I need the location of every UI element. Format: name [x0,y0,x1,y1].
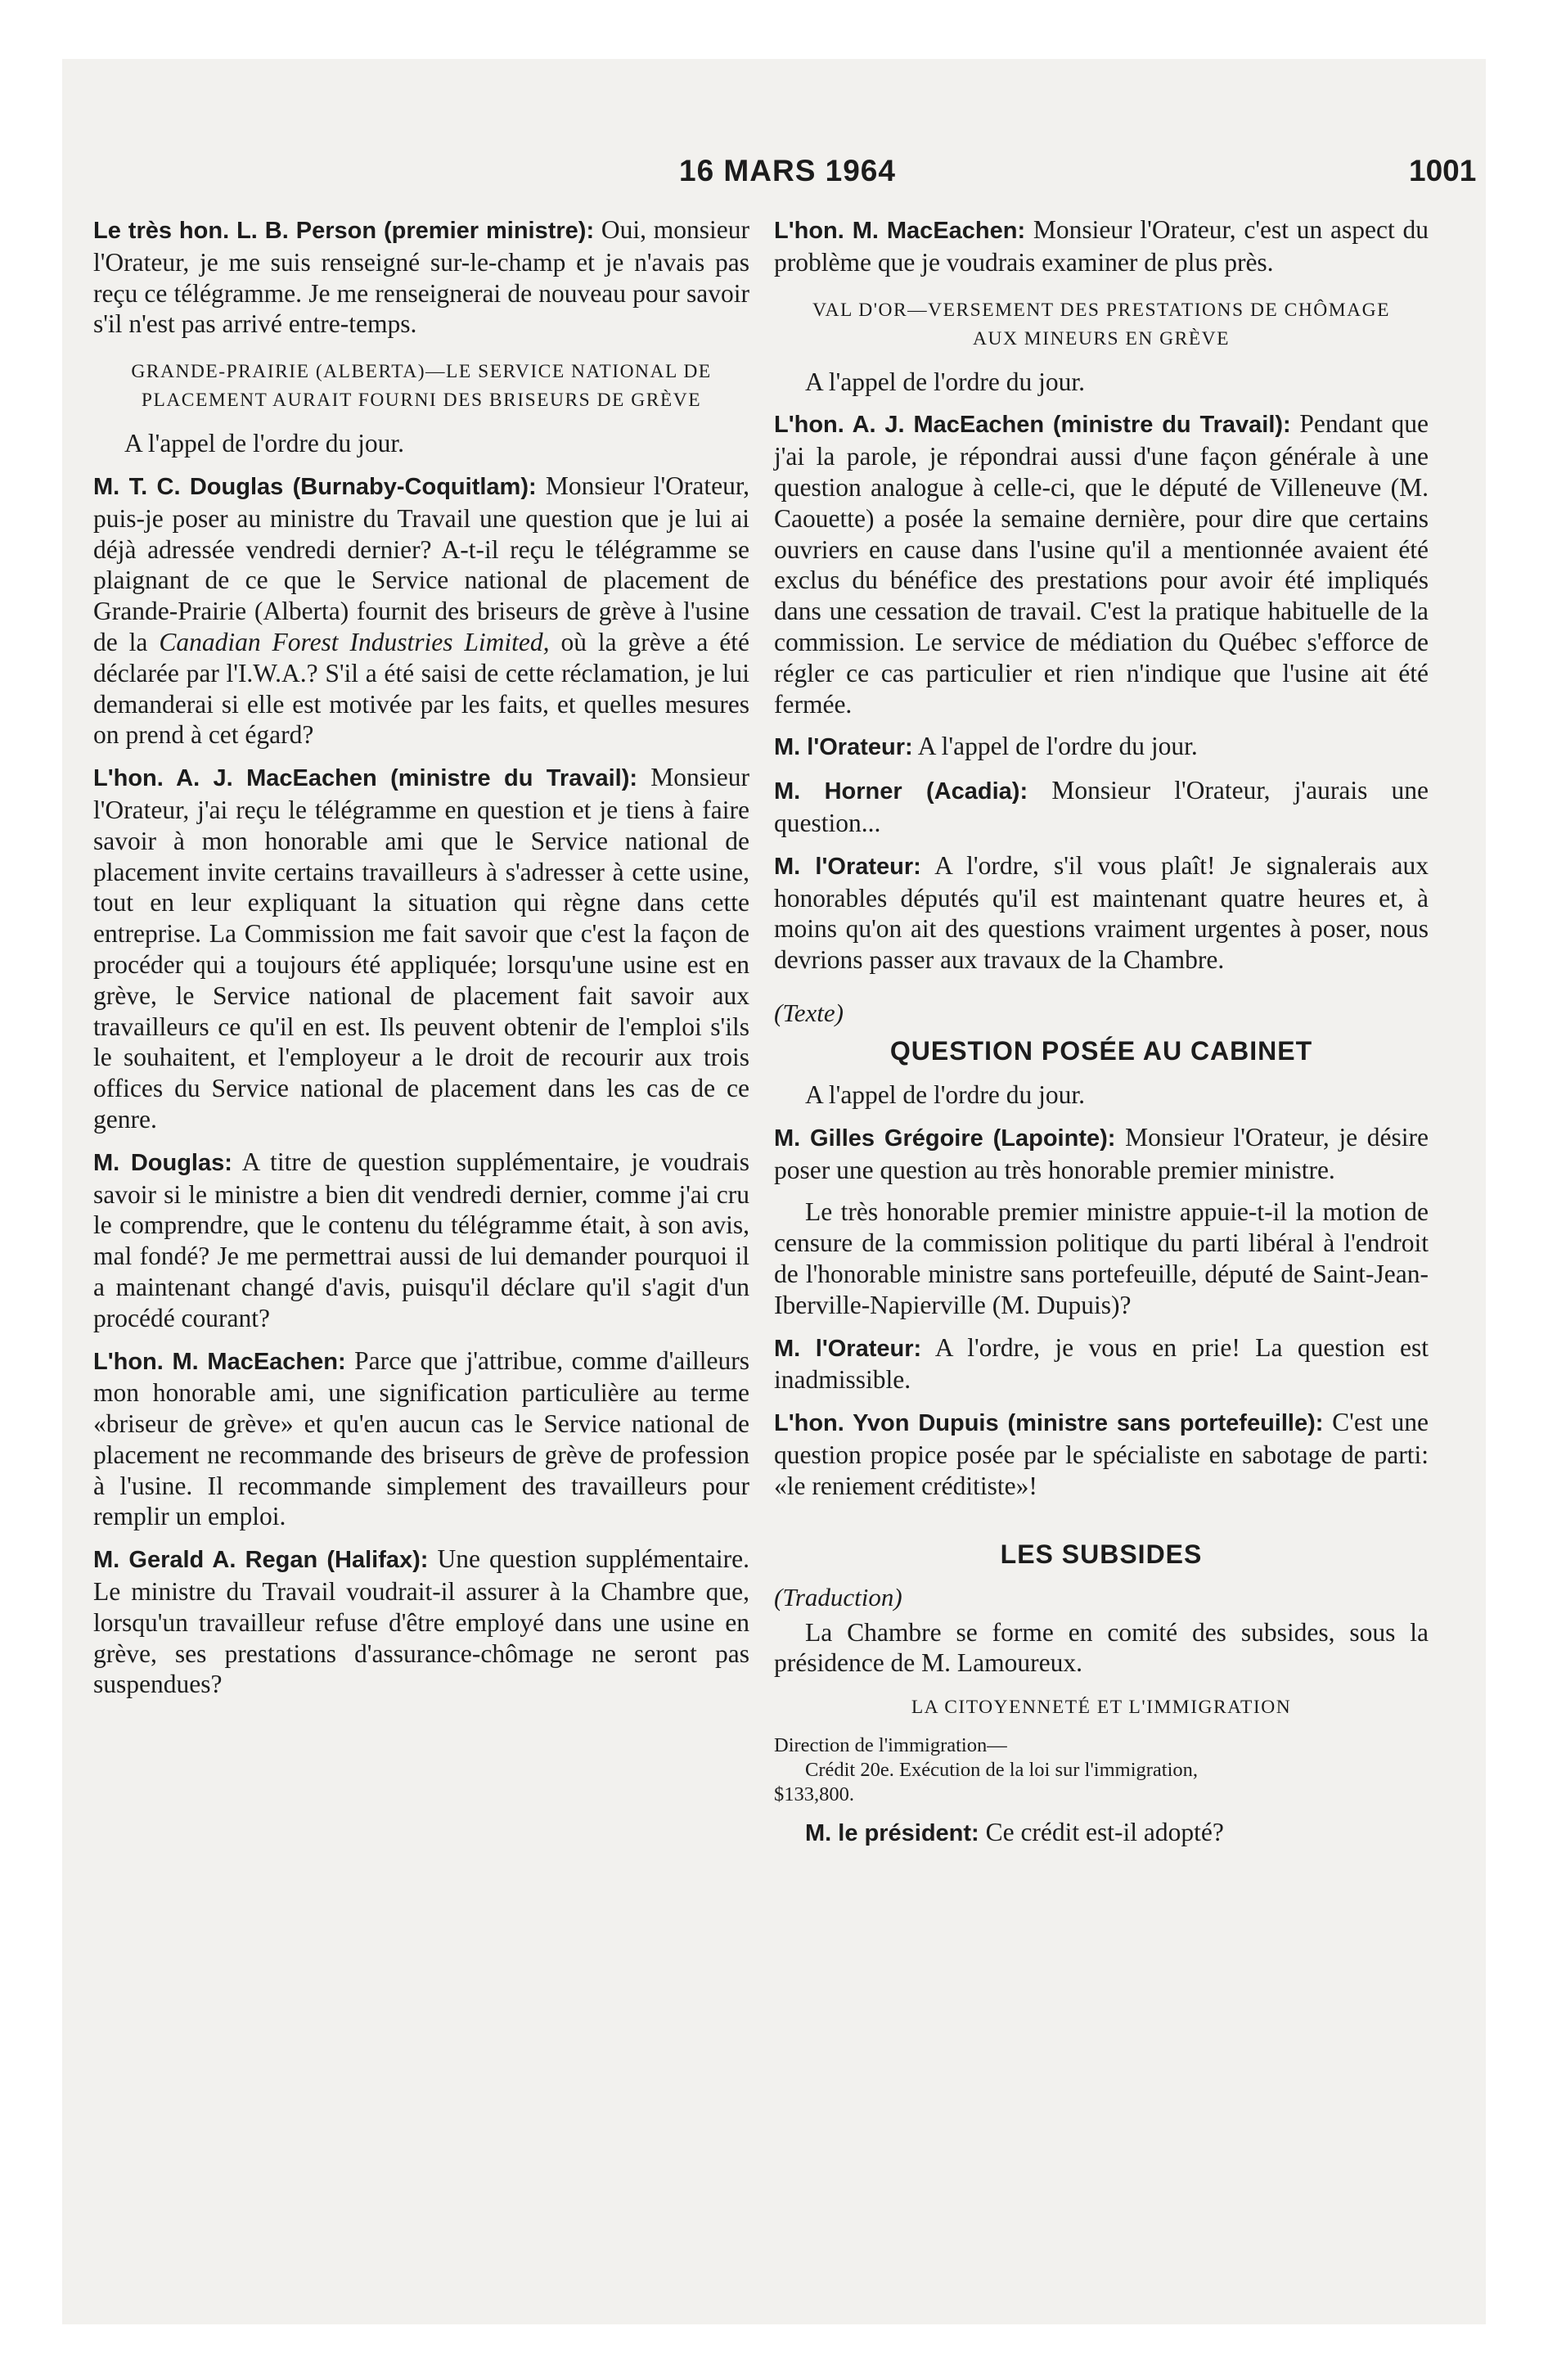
page-number: 1001 [1409,154,1477,187]
speech: Monsieur l'Orateur, c'est un aspect du problème que je voudrais examiner de plus près. [774,215,1429,277]
section-heading-subsides: LES SUBSIDES [1000,1539,1203,1569]
speech: Monsieur l'Orateur, je désire poser une question au très honorable premier ministre. [774,1122,1429,1184]
paragraph [93,1544,749,1700]
speaker: M. Gilles Grégoire (Lapointe): [774,1125,1116,1152]
paragraph [774,731,1429,764]
speech: A l'appel de l'ordre du jour. [912,732,1198,761]
paragraph [93,762,749,1135]
speech: A l'ordre, s'il vous plaît! Je signalerais aux honorables députés qu'il est maintenant quatre heures et, à moins qu'on ait des questions vraiment urgentes à poser, nous devrions passer aux travaux de la Chambre. [774,850,1429,975]
speaker: L'hon. M. MacEachen: [774,218,1026,244]
paragraph: Le très honorable premier ministre appuie-t-il la motion de censure de la commission politique du parti libéral à l'endroit de l'honorable ministre sans portefeuille, député de Saint-Jean-Iberville-Napierville (M. Dupuis)? [774,1197,1429,1319]
speaker: M. le président: [805,1820,979,1847]
speech: Monsieur l'Orateur, j'ai reçu le télégramme en question et je tiens à faire savoir à mon honorable ami que le Service national de placement invite certains travailleurs à s'adresser à cette usine, tout en leur expliquant la situation qui règne dans cette entreprise. La Commission me fait savoir que c'est la façon de procéder qui a toujours été appliquée; lorsqu'une usine est en grève, le Service national de placement fait savoir aux travailleurs ce qu'il en est. Ils peuvent obtenir de l'emploi s'ils le souhaitent, et l'employeur a le droit de recourir aux trois offices du Service national de placement dans les cas de ce genre. [93,763,749,1134]
section-heading: VAL D'OR—VERSEMENT DES PRESTATIONS DE CHÔMAGE AUX MINEURS EN GRÈVE [812,299,1390,349]
speech: où la grève a été déclarée par l'I.W.A.? S'il a été saisi de cette réclamation, je lui demanderai si elle est motivée par les faits, et quelles mesures on prend à cet égard? [93,627,749,750]
paragraph [774,1122,1429,1186]
speech: A l'ordre, je vous en prie! La question est inadmissible. [774,1332,1429,1395]
paragraph: A l'appel de l'ordre du jour. [805,367,1086,396]
traduction-label: (Traduction) [774,1582,902,1611]
paragraph [93,1346,749,1533]
speaker: Le très hon. L. B. Person (premier ministre): [93,218,595,244]
company-name: Canadian Forest Industries Limited, [159,627,550,656]
paragraph: La Chambre se forme en comité des subsides, sous la présidence de M. Lamoureux. [774,1617,1429,1678]
speaker: L'hon. A. J. MacEachen (ministre du Travail): [774,412,1291,439]
speaker: M. l'Orateur: [774,1335,922,1362]
speech: Oui, monsieur l'Orateur, je me suis renseigné sur-le-champ et je n'avais pas reçu ce télégramme. Je me renseignerai de nouveau pour savoir s'il n'est pas arrivé entre-temps. [93,215,749,339]
section-heading-immigration: LA CITOYENNETÉ ET L'IMMIGRATION [911,1697,1292,1719]
speech: Pendant que j'ai la parole, je répondrai aussi d'une façon générale à une question analogue à celle-ci, que le député de Villeneuve (M. Caouette) a posée la semaine dernière, pour dire que certains ouvriers en cause dans l'usine qu'il a mentionnée avaient été exclus du bénéfice des prestations pour avoir été impliqués dans une cessation de travail. C'est la pratique habituelle de la commission. Le service de médiation du Québec s'efforce de régler ce cas particulier et rien n'indique que l'usine ait été fermée. [774,409,1429,719]
paragraph [774,408,1429,719]
paragraph [774,775,1429,839]
speech: Ce crédit est-il adopté? [979,1818,1224,1847]
speech: Monsieur l'Orateur, j'aurais une question... [774,776,1429,837]
paragraph: A l'appel de l'ordre du jour. [805,1080,1086,1109]
paragraph: A l'appel de l'ordre du jour. [124,429,405,458]
speech: Monsieur l'Orateur, puis-je poser au ministre du Travail une question que je lui ai déjà adressée vendredi dernier? A-t-il reçu le télégramme se plaignant de ce que le Service national de placement de Grande-Prairie (Alberta) fournit des briseurs de grève à l'usine de la [93,471,749,656]
paragraph [774,1407,1429,1501]
left-column [93,214,749,1711]
paragraph [774,850,1429,976]
paragraph [774,1332,1429,1396]
paragraph [93,1147,749,1334]
speaker: M. T. C. Douglas (Burnaby-Coquitlam): [93,473,537,500]
texte-label: (Texte) [774,998,844,1027]
speaker: L'hon. M. MacEachen: [93,1348,346,1375]
vote-amount: $133,800. [774,1783,854,1806]
vote-credit: Crédit 20e. Exécution de la loi sur l'immigration, [805,1759,1199,1782]
speech: Parce que j'attribue, comme d'ailleurs mon honorable ami, une signification particulière au terme «briseur de grève» et qu'en aucun cas le Service national de placement ne recommande des briseurs de grève de profession à l'usine. Il recommande simplement des travailleurs pour remplir un emploi. [93,1346,749,1531]
right-column [774,214,1429,1861]
speaker: M. Douglas: [93,1149,232,1176]
paragraph [93,214,749,340]
paragraph [774,214,1429,278]
header-date: 16 MARS 1964 [679,154,896,187]
speaker: L'hon. Yvon Dupuis (ministre sans portefeuille): [774,1410,1324,1437]
speaker: L'hon. A. J. MacEachen (ministre du Travail): [93,765,638,792]
speaker: M. l'Orateur: [774,853,921,880]
speaker: M. Horner (Acadia): [774,778,1028,805]
paragraph [93,471,749,751]
speech: C'est une question propice posée par le spécialiste en sabotage de parti: «le reniement créditiste»! [774,1408,1429,1500]
speech: A titre de question supplémentaire, je voudrais savoir si le ministre a bien dit vendredi dernier, comme j'ai cru le comprendre, que le contenu du télégramme était, à son avis, mal fondé? Je me permettrai aussi de lui demander pourquoi il a maintenant changé d'avis, puisqu'il déclare qu'il s'agit d'un procédé courant? [93,1147,749,1332]
section-heading: GRANDE-PRAIRIE (ALBERTA)—LE SERVICE NATIONAL DE PLACEMENT AURAIT FOURNI DES BRISEURS DE GRÈVE [131,361,712,412]
speaker: M. l'Orateur: [774,734,913,761]
section-heading-question: QUESTION POSÉE AU CABINET [889,1035,1313,1066]
speaker: M. Gerald A. Regan (Halifax): [93,1547,429,1574]
paragraph [774,1817,1429,1850]
vote-direction: Direction de l'immigration— [774,1734,1007,1757]
speech: Une question supplémentaire. Le ministre du Travail voudrait-il assurer à la Chambre que, lorsqu'un travailleur refuse d'être employé dans une usine en grève, ses prestations d'assurance-chômage ne seront pas suspendues? [93,1544,750,1699]
